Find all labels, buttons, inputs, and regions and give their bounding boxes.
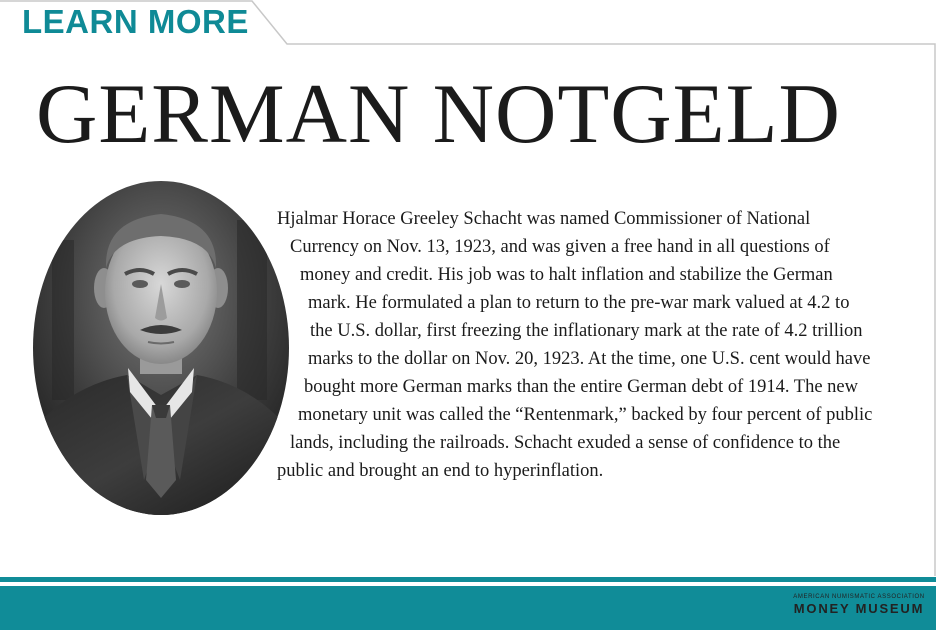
body-line: Hjalmar Horace Greeley Schacht was named Commissioner of National bbox=[277, 209, 811, 229]
body-line: marks to the dollar on Nov. 20, 1923. At the time, one U.S. cent would have bbox=[308, 349, 871, 369]
body-line: lands, including the railroads. Schacht exuded a sense of confidence to the bbox=[290, 433, 841, 453]
footer-accent-line bbox=[0, 577, 936, 582]
logo-org-name: AMERICAN NUMISMATIC ASSOCIATION bbox=[793, 594, 925, 600]
body-line: bought more German marks than the entire German debt of 1914. The new bbox=[304, 377, 858, 397]
page-title: GERMAN NOTGELD bbox=[36, 67, 841, 161]
body-line: money and credit. His job was to halt inflation and stabilize the German bbox=[300, 265, 833, 285]
body-line: mark. He formulated a plan to return to the pre-war mark valued at 4.2 to bbox=[308, 293, 850, 313]
body-line: Currency on Nov. 13, 1923, and was given a free hand in all questions of bbox=[290, 237, 830, 257]
portrait-photo bbox=[32, 180, 290, 516]
logo-museum-name: MONEY MUSEUM bbox=[793, 601, 925, 616]
body-line: the U.S. dollar, first freezing the inflationary mark at the rate of 4.2 trillion bbox=[310, 321, 863, 341]
learn-more-tab-label: LEARN MORE bbox=[22, 3, 249, 40]
money-museum-logo bbox=[790, 593, 928, 616]
body-line: public and brought an end to hyperinflation. bbox=[277, 461, 604, 481]
body-line: monetary unit was called the “Rentenmark,” backed by four percent of public bbox=[298, 405, 873, 425]
